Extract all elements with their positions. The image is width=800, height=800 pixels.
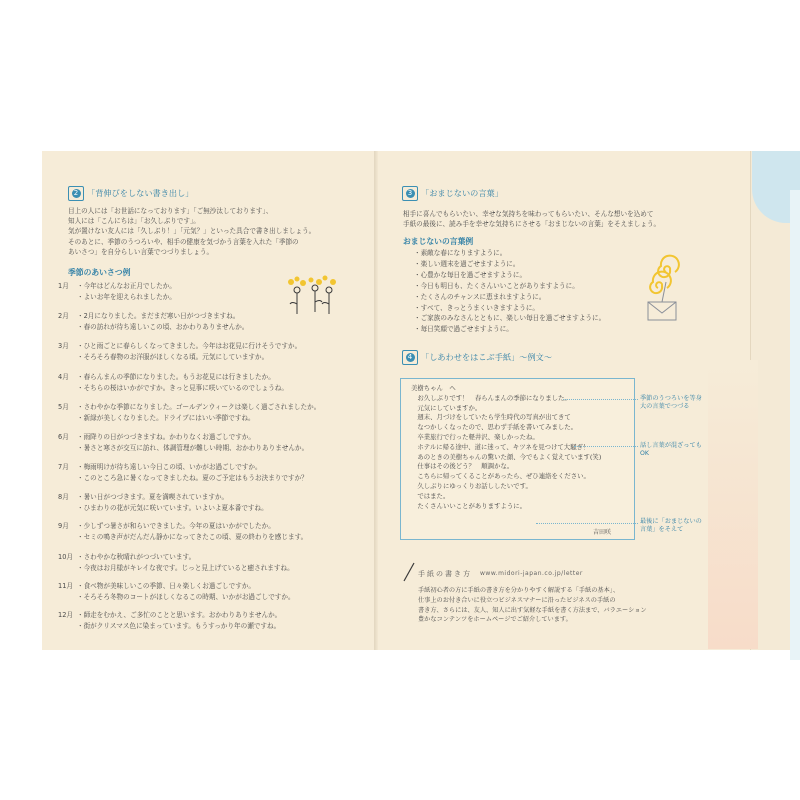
month-greeting-item — [58, 581, 295, 602]
month-line: ・このところ急に暑くなってきましたね。夏のご予定はもうお決まりですか？ — [77, 473, 308, 482]
margin-note: 季節のうつろいを等身 大の言葉でつづる — [640, 395, 702, 410]
charm-heading: おまじないの言葉例 — [403, 237, 474, 246]
section-2-title: 「背伸びをしない書き出し」 — [87, 188, 194, 198]
month-line: ・梅雨明けが待ち遠しい今日この頃、いかがお過ごしですか。 — [77, 463, 262, 471]
month-label: 1月 — [58, 282, 69, 290]
month-greeting-item — [58, 521, 307, 542]
month-line: ・暑さと寒さが交互に訪れ、体調管理が難しい時期、おかわりありませんか。 — [77, 443, 309, 452]
greetings-heading: 季節のあいさつ例 — [68, 268, 131, 277]
section-2-header — [68, 186, 193, 201]
month-line: ・今夜はお月様がキレイな夜です。じっと見上げていると癒されますね。 — [77, 563, 294, 572]
section-3-body: 相手に喜んでもらいたい、幸せな気持ちを味わってもらいたい、そんな想いを込めて 手紙の最後に、読み手を幸せな気持ちにさせる「おまじないの言葉」をそえましょう。 — [403, 210, 661, 229]
month-label: 6月 — [58, 433, 69, 441]
month-greeting-item — [58, 311, 248, 332]
month-line: ・雨降りの日がつづきますね。かわりなくお過ごしですか。 — [77, 433, 256, 441]
section-3-header — [402, 186, 503, 201]
month-label: 10月 — [58, 553, 73, 561]
charm-list: ・素敵な春になりますように。 ・楽しい週末を過ごせますように。 ・心豊かな毎日を過ごせますように。 ・今日も明日も、たくさんいいことがありますように。 ・たくさんのチャンスに恵まれますように。 ・すべて、きっとうまくいきますように。 ・ご家族のみなさんとともに、楽しい毎日を過ごせますように。 ・毎日笑顔で過ごせますように。 — [414, 249, 606, 334]
month-line: ・ひまわりの花が元気に咲いています。いよいよ夏本番ですね。 — [77, 503, 268, 512]
section-3-title: 「おまじないの言葉」 — [421, 188, 503, 198]
month-line: ・そろそろ冬物のコートがほしくなるこの時期、いかがお過ごしですか。 — [77, 592, 295, 601]
flowers-illustration — [281, 272, 353, 318]
month-line: ・セミの鳴き声がだんだん静かになってきたこの頃、夏の終わりを感じます。 — [77, 532, 308, 541]
month-label: 8月 — [58, 493, 69, 501]
month-line: ・2月になりました。まだまだ寒い日がつづきますね。 — [77, 312, 240, 320]
month-line: ・食べ物が美味しいこの季節、日々楽しくお過ごしですか。 — [77, 582, 256, 590]
month-line: ・少しずつ暑さが和らいできました。今年の夏はいかがでしたか。 — [77, 522, 275, 530]
margin-note: 話し言葉が混ざっても OK — [640, 442, 702, 457]
month-label: 12月 — [58, 611, 73, 619]
month-label: 7月 — [58, 463, 69, 471]
footer-description: 手紙初心者の方に手紙の書き方を分かりやすく解説する「手紙の基本」、 仕事上のお付き合いに役立つビジネスマナーに沿ったビジネスの手紙の 書き方、さらには、友人、知人に出す気軽な手紙を書く方法まで、バラエーション 豊かなコンテンツをホームページでご紹介しています。 — [418, 587, 647, 624]
month-line: ・そちらの桜はいかがですか。きっと見事に咲いているのでしょうね。 — [77, 383, 288, 392]
month-greeting-item — [58, 402, 320, 423]
month-line: ・今年はどんなお正月でしたか。 — [77, 282, 176, 290]
footer-url[interactable]: www.midori-japan.co.jp/letter — [480, 570, 583, 577]
month-line: ・さわやかな季節になりました。ゴールデンウィークは楽しく過ごされましたか。 — [77, 403, 321, 411]
month-label: 2月 — [58, 312, 69, 320]
month-line: ・師走をむかえ、ご多忙のことと思います。おかわりありませんか。 — [77, 611, 282, 619]
month-line: ・春の訪れが待ち遠しいこの頃、おかわりありませんか。 — [77, 322, 249, 331]
month-greeting-item — [58, 552, 294, 573]
month-line: ・新緑が美しくなりました。ドライブにはいい季節ですね。 — [77, 413, 255, 422]
flap-blue-strip — [790, 190, 800, 660]
note-leader-line — [536, 523, 638, 524]
pen-stroke-icon — [402, 562, 416, 582]
swirl-envelope-illustration — [640, 250, 698, 326]
month-label: 5月 — [58, 403, 69, 411]
flap-gradient — [708, 360, 758, 649]
month-label: 3月 — [58, 342, 69, 350]
note-leader-line — [563, 399, 638, 400]
month-line: ・さわやかな秋晴れがつづいています。 — [77, 553, 196, 561]
section-2-body: 目上の人には「お世話になっております」「ご無沙汰しております」、 知人には「こんにちは」「お久しぶりです」。 気が置けない友人には「久しぶり！」「元気？」といった具合で書き出しましょう。 そのあとに、季節のうつろいや、相手の健康を気づかう言葉を入れた「季節の あいさつ」を自分らしい言葉でつづりましょう。 — [68, 207, 316, 256]
month-greeting-item — [58, 610, 281, 631]
envelope-number-icon: 2 — [68, 186, 84, 201]
footer-title: 手紙の書き方 — [418, 570, 472, 578]
envelope-number-icon: 4 — [402, 350, 418, 365]
month-greeting-item — [58, 372, 288, 393]
month-greeting-item — [58, 341, 301, 362]
month-line: ・そろそろ春物のお洋服がほしくなる頃。元気にしていますか。 — [77, 352, 269, 361]
month-label: 11月 — [58, 582, 73, 590]
month-line: ・よいお年を迎えられましたか。 — [77, 292, 176, 301]
margin-note: 最後に「おまじないの 言葉」をそえて — [640, 518, 702, 533]
month-line: ・暑い日がつづきます。夏を満喫されていますか。 — [77, 493, 229, 501]
month-label: 4月 — [58, 373, 69, 381]
note-leader-line — [574, 446, 638, 447]
month-line: ・ひと雨ごとに春らしくなってきました。今年はお花見に行けそうですか。 — [77, 342, 302, 350]
month-line: ・街がクリスマス色に染まっています。もうすっかり年の瀬ですね。 — [77, 621, 281, 630]
month-line: ・春らんまんの季節になりました。もうお花見には行きましたか。 — [77, 373, 275, 381]
month-label: 9月 — [58, 522, 69, 530]
section-4-title: 「しあわせをはこぶ手紙」〜例文〜 — [421, 352, 553, 362]
letter-signature: 吉田咲 — [593, 529, 612, 536]
month-greeting-item — [58, 432, 308, 453]
section-4-header — [402, 350, 552, 365]
sample-letter-text: 美樹ちゃん へ お久しぶりです！ 春らんまんの季節になりました。 元気にしていますか。 週末、月づけをしていたら学生時代の写真が出てきて なつかしくなったので、思わず手紙を書いてみました。 卒業旅行で行った軽井沢、楽しかったね。 ホテルに帰る途中、道に迷って、キツネを見つけて大騒ぎ！ あのときの美樹ちゃんの驚いた顔、今でもよく覚えています(笑) 仕事はその後どう？ 順調かな。 こちらに帰ってくることがあったら、ぜひ連絡をください。 久しぶりにゆっくりお話ししたいです。 ではまた。 たくさんいいことがありますように。 — [411, 384, 602, 510]
envelope-number-icon: 3 — [402, 186, 418, 201]
month-greeting-item — [58, 462, 308, 483]
month-greeting-item — [58, 281, 176, 302]
month-greeting-item — [58, 492, 268, 513]
